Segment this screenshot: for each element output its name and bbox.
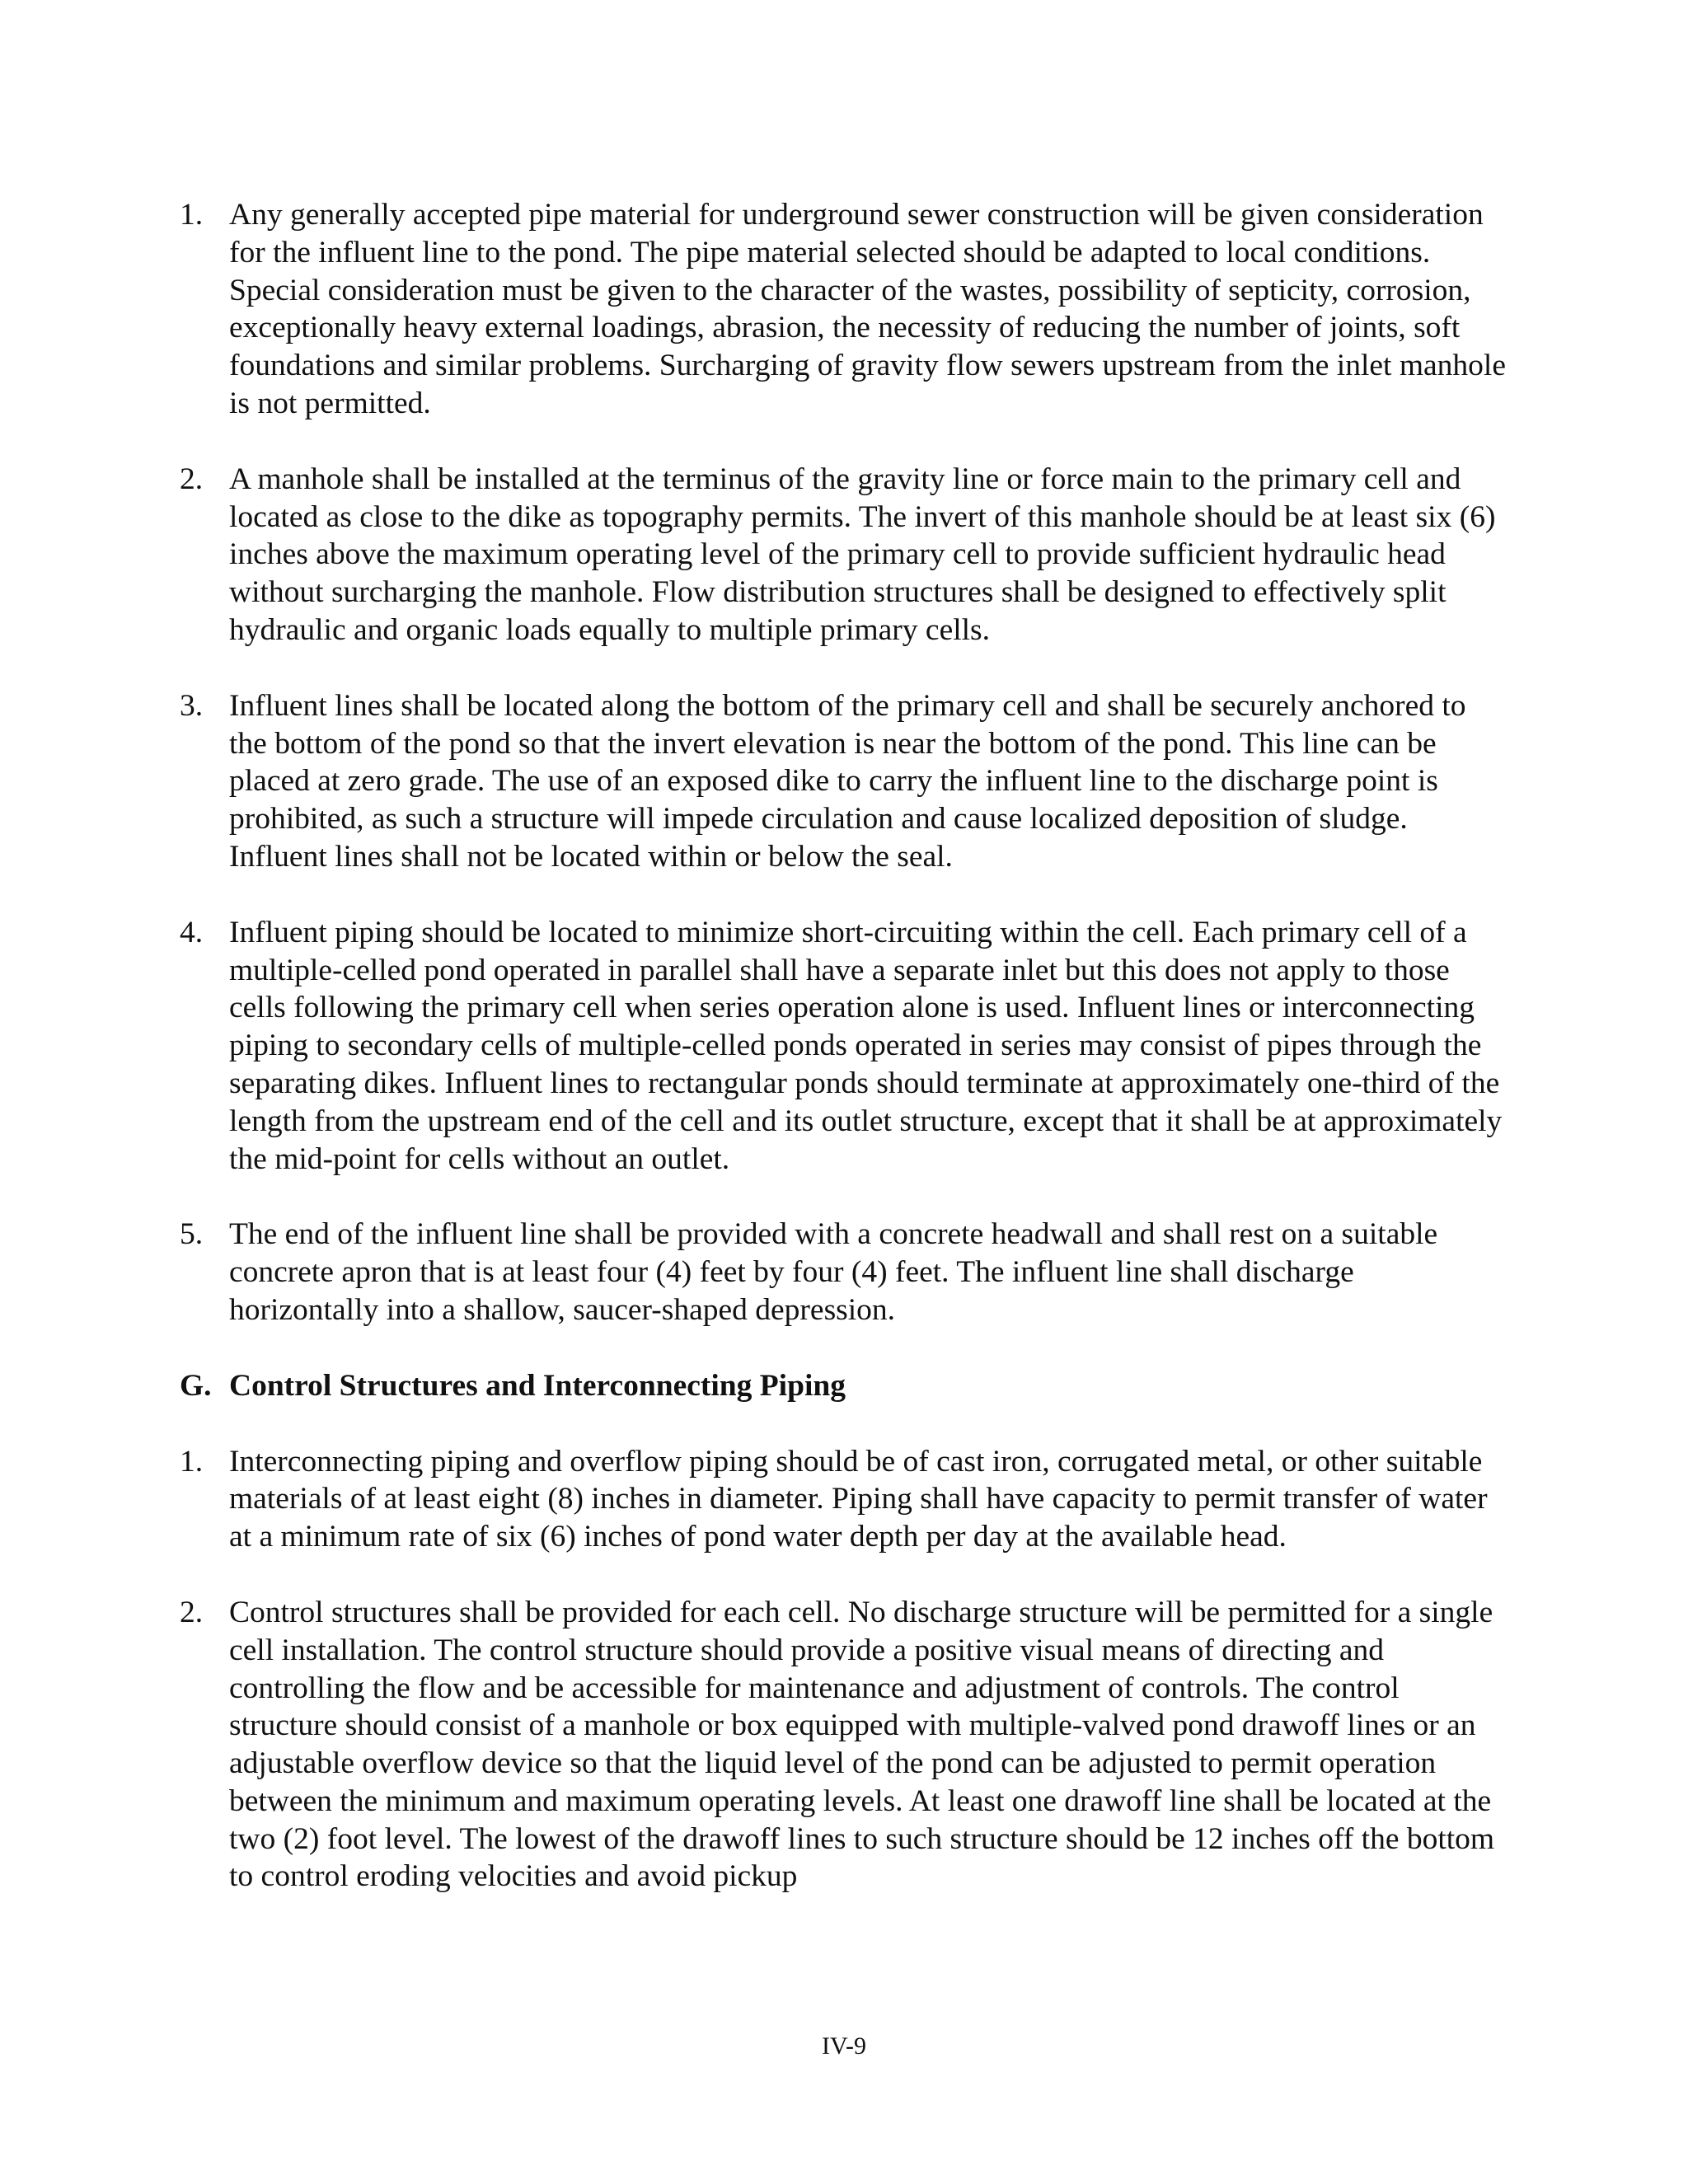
page-content [0, 196, 1688, 1896]
section-letter: G. [180, 1368, 212, 1403]
item-number: 2. [180, 462, 204, 496]
item-text: A manhole shall be installed at the terminus of the gravity line or force main to the primary cell and located as close to the dike as topography permits. The invert of this manhole should be at least six (6) inches above the maximum operating level of the primary cell to provide sufficient hydraulic head without surcharging the manhole. Flow distribution structures shall be designed to effectively split hydraulic and organic loads equally to multiple primary cells. [229, 462, 1496, 647]
item-number: 2. [180, 1595, 204, 1629]
item-text: Interconnecting piping and overflow piping should be of cast iron, corrugated metal, or other suitable materials of at least eight (8) inches in diameter. Piping shall have capacity to permit transfer of water at a minimum rate of six (6) inches of pond water depth per day at the available head. [229, 1444, 1488, 1554]
list-item [0, 1594, 1507, 1896]
list-item [0, 1443, 1507, 1556]
item-number: 5. [180, 1217, 204, 1252]
item-text: Control structures shall be provided for each cell. No discharge structure will be permitted for a single cell installation. The control structure should provide a positive visual means of directing and controlling the flow and be accessible for maintenance and adjustment of controls. The control structure should consist of a manhole or box equipped with multiple-valved pond drawoff lines or an adjustable overflow device so that the liquid level of the pond can be adjusted to permit operation between the minimum and maximum operating levels. At least one drawoff line shall be located at the two (2) foot level. The lowest of the drawoff lines to such structure should be 12 inches off the bottom to control eroding velocities and avoid pickup [229, 1595, 1495, 1894]
item-text: The end of the influent line shall be provided with a concrete headwall and shall rest on a suitable concrete apron that is at least four (4) feet by four (4) feet. The influent line shall discharge horizontally into a shallow, saucer-shaped depression. [229, 1217, 1438, 1327]
spacer [0, 1405, 1688, 1443]
item-number: 3. [180, 688, 204, 723]
list-item [0, 1216, 1507, 1329]
list-item [0, 914, 1507, 1179]
list-item [0, 687, 1507, 876]
section-title: Control Structures and Interconnecting Piping [229, 1368, 846, 1403]
item-number: 1. [180, 1444, 204, 1479]
spacer [0, 1178, 1688, 1216]
list-item [0, 196, 1507, 423]
spacer [0, 423, 1688, 461]
item-number: 4. [180, 915, 204, 949]
list-item [0, 461, 1507, 649]
spacer [0, 1329, 1688, 1367]
item-text: Influent lines shall be located along the bottom of the primary cell and shall be securely anchored to the bottom of the pond so that the invert elevation is near the bottom of the pond. This line can be placed at zero grade. The use of an exposed dike to carry the influent line to the discharge point is prohibited, as such a structure will impede circulation and cause localized deposition of sludge. Influent lines shall not be located within or below the seal. [229, 688, 1466, 874]
section-heading [0, 1367, 1688, 1405]
page-number: IV-9 [822, 2032, 866, 2060]
item-number: 1. [180, 198, 204, 232]
spacer [0, 649, 1688, 687]
item-text: Any generally accepted pipe material for underground sewer construction will be given consideration for the influent line to the pond. The pipe material selected should be adapted to local conditions. Special consideration must be given to the character of the wastes, possibility of septicity, corrosion, exceptionally heavy external loadings, abrasion, the necessity of reducing the number of joints, soft foundations and similar problems. Surcharging of gravity flow sewers upstream from the inlet manhole is not permitted. [229, 198, 1506, 420]
item-text: Influent piping should be located to minimize short-circuiting within the cell. Each primary cell of a multiple-celled pond operated in parallel shall have a separate inlet but this does not apply to those cells following the primary cell when series operation alone is used. Influent lines or interconnecting piping to secondary cells of multiple-celled ponds operated in series may consist of pipes through the separating dikes. Influent lines to rectangular ponds should terminate at approximately one-third of the length from the upstream end of the cell and its outlet structure, except that it shall be at approximately the mid-point for cells without an outlet. [229, 915, 1503, 1176]
spacer [0, 876, 1688, 914]
spacer [0, 1556, 1688, 1594]
